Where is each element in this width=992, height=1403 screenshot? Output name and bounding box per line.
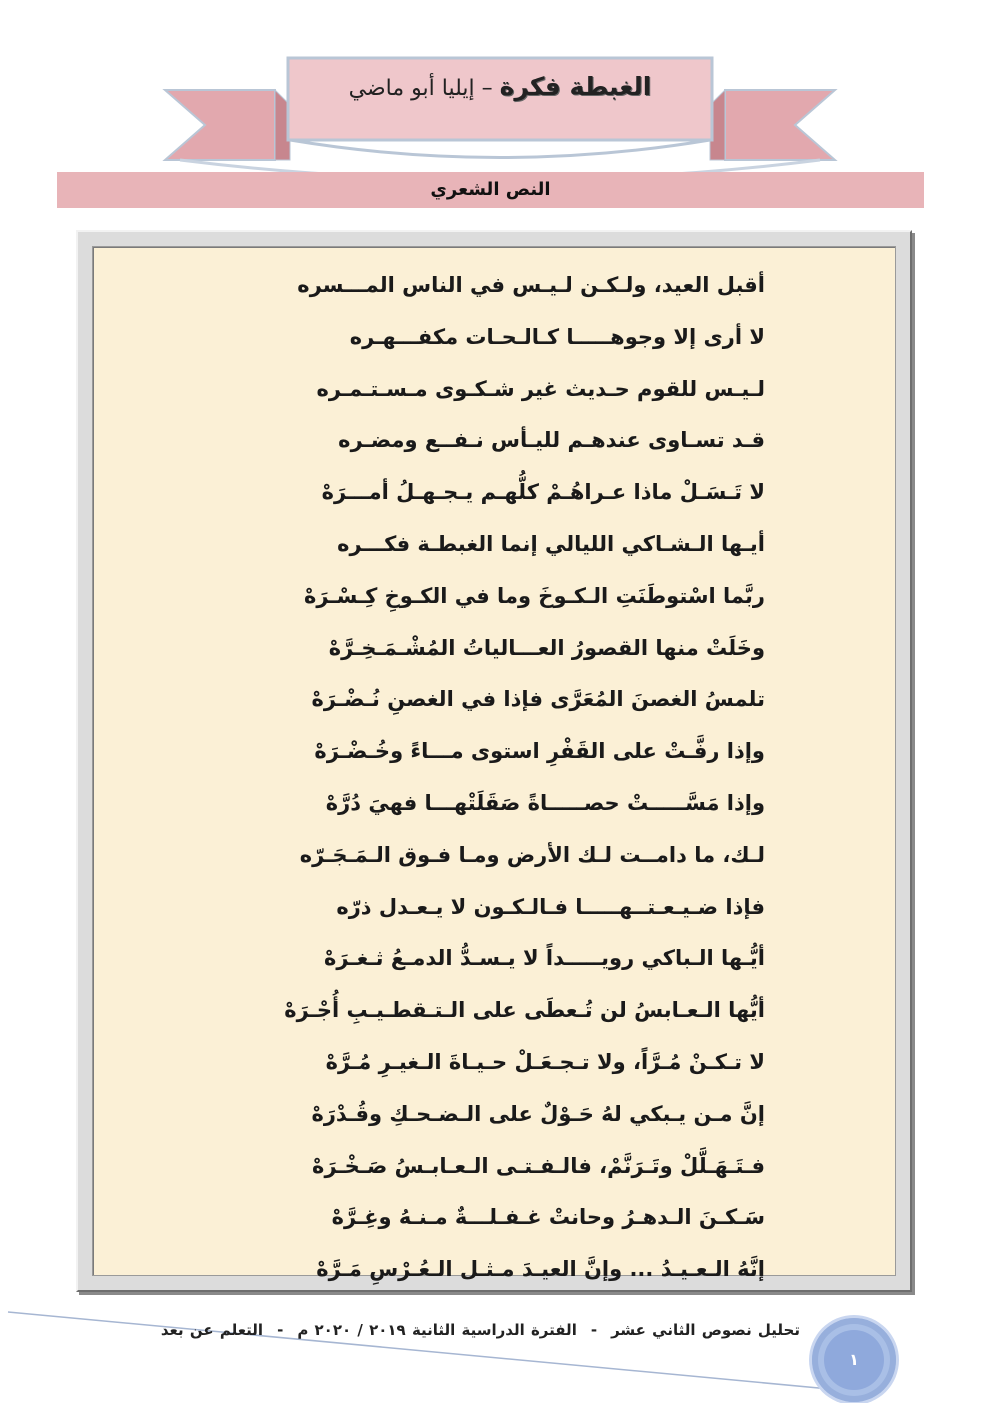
- poem-line: فإذا ضـيـعـتــهـــــا فـالـكـون لا يـعـدل ذرّه: [336, 894, 765, 919]
- section-header: النص الشعري: [57, 172, 924, 208]
- poem-line: إنَّهُ الـعـيـدُ ... وإنَّ العيـدَ مـثـل الـعُـرْسِ مَـرَّهْ: [316, 1257, 765, 1282]
- footer-caption: تحليل نصوص الثاني عشر-الفترة الدراسية الثانية ٢٠١٩ / ٢٠٢٠ م-التعلم عن بعد: [160, 1321, 800, 1339]
- title-author: – إيليا أبو ماضي: [348, 76, 500, 101]
- poem-line: إنَّ مـن يـبكي لهُ حَـوْلٌ على الـضـحـكِ وقُـدْرَهْ: [311, 1101, 765, 1126]
- poem-line: وإذا مَسَّـــــتْ حصـــــاةً صَقَلَتْهـــا فهيَ دُرَّهْ: [325, 790, 765, 815]
- poem-line: فـتَـهَـلَّلْ وتَـرَنَّمْ، فالـفـتـى الـعـابـسُ صَـخْـرَهْ: [312, 1153, 765, 1178]
- footer-mode: التعلم عن بعد: [160, 1321, 264, 1339]
- poem-line: أقبل العيد، ولـكـن لـيـس في الناس المـــسره: [297, 273, 765, 297]
- poem-line: تلمسُ الغصنَ المُعَرَّى فإذا في الغصنِ نُـضْـرَهْ: [311, 687, 765, 712]
- poem-line: وإذا رفَّـتْ على القَفْرِ استوى مـــاءً وخُـضْـرَهْ: [314, 739, 765, 764]
- poem-line: ربَّما اسْتوطَنَتِ الـكـوخَ وما في الكـوخِ كِـسْـرَهْ: [303, 583, 765, 608]
- poem-line: سَـكـنَ الـدهـرُ وحانتْ غـفـلـــةٌ مـنـهُ وغِـرَّهْ: [331, 1205, 765, 1230]
- title-main: الغبطة فكرة: [499, 72, 652, 101]
- poem-line: لـك، ما دامــت لـك الأرض ومـا فـوق الـمَـجَـرّه: [299, 842, 765, 867]
- footer-course: تحليل نصوص الثاني عشر: [611, 1321, 800, 1339]
- poem-line: قـد تسـاوى عندهـم لليـأس نـفــع ومضـره: [338, 428, 765, 453]
- poem-line: لا أرى إلا وجوهـــــا كـالـحـات مكفـــهـره: [349, 324, 765, 349]
- page-number: ١: [824, 1330, 884, 1390]
- footer-term: الفترة الدراسية الثانية ٢٠١٩ / ٢٠٢٠ م: [297, 1321, 577, 1339]
- poem-line: أيُّها الـعـابسُ لن تُـعطَى على الـتـقطـيـبِ أُجْـرَهْ: [284, 998, 765, 1023]
- poem-line: أيُّـها الـباكي رويـــــداً لا يـسـدُّ الدمـعُ ثـغـرَهْ: [324, 946, 765, 971]
- poem-line: لا تـكـنْ مُـرَّاً، ولا تـجـعَـلْ حـيـاةَ الـغيـرِ مُـرَّهْ: [325, 1049, 765, 1074]
- poem-line: أيـها الـشـاكي الليالي إنما الغبطـة فكـــره: [337, 531, 765, 556]
- poem-line: لـيـس للقوم حـديث غير شـكـوى مـسـتـمـره: [316, 376, 765, 401]
- page-number-badge: [812, 1318, 896, 1402]
- poem-line: وخَلَتْ منها القصورُ العـــالياتُ المُشْـمَـخِـرَّهْ: [328, 635, 765, 660]
- poem-line: لا تَـسَـلْ ماذا عـراهُـمْ كلُّهـم يـجـهـلُ أمـــرَهْ: [321, 480, 765, 505]
